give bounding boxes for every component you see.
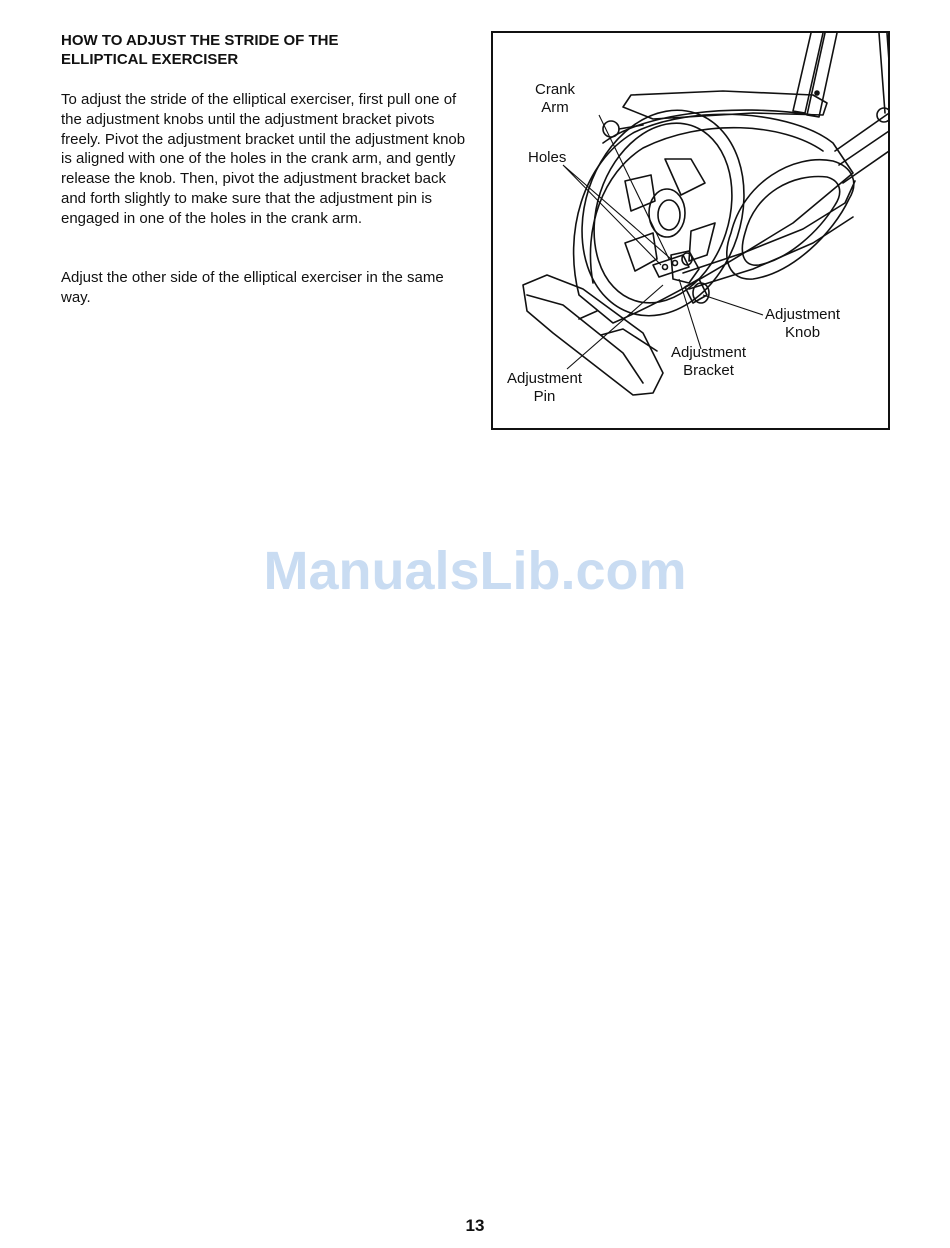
section-heading — [61, 31, 461, 69]
callout-adjustment-bracket: Adjustment Bracket — [671, 344, 747, 379]
callout-holes: Holes — [528, 149, 567, 166]
heading-line-2: ELLIPTICAL EXERCISER — [61, 51, 239, 68]
instruction-paragraph-2: Adjust the other side of the elliptical exerciser in the same way. — [61, 269, 444, 306]
heading-line-1: HOW TO ADJUST THE STRIDE OF THE — [61, 32, 339, 49]
callout-adjustment-knob: Adjustment Knob — [765, 306, 841, 341]
instruction-paragraph-1: To adjust the stride of the elliptical exerciser, first pull one of the adjustment knobs until the adjustment bracket pivots freely. Pivot the adjustment bracket until the adjustment knob is aligned with one of the holes in the crank arm, and gently release the knob. Then, pivot the adjustment bracket back and forth slightly to make sure that the adjustment pin is engaged in one of the holes in the crank arm. — [61, 91, 466, 227]
holes-leader — [563, 165, 671, 265]
knob-leader — [703, 295, 763, 315]
adjustment-bracket — [671, 251, 699, 283]
watermark: ManualsLib.com — [263, 541, 687, 601]
elliptical-diagram — [491, 31, 890, 430]
page-number: 13 — [465, 1216, 485, 1235]
upright-post — [793, 33, 823, 113]
callout-crank-arm: Crank Arm — [535, 81, 576, 116]
callout-adjustment-pin: Adjustment Pin — [507, 370, 583, 405]
